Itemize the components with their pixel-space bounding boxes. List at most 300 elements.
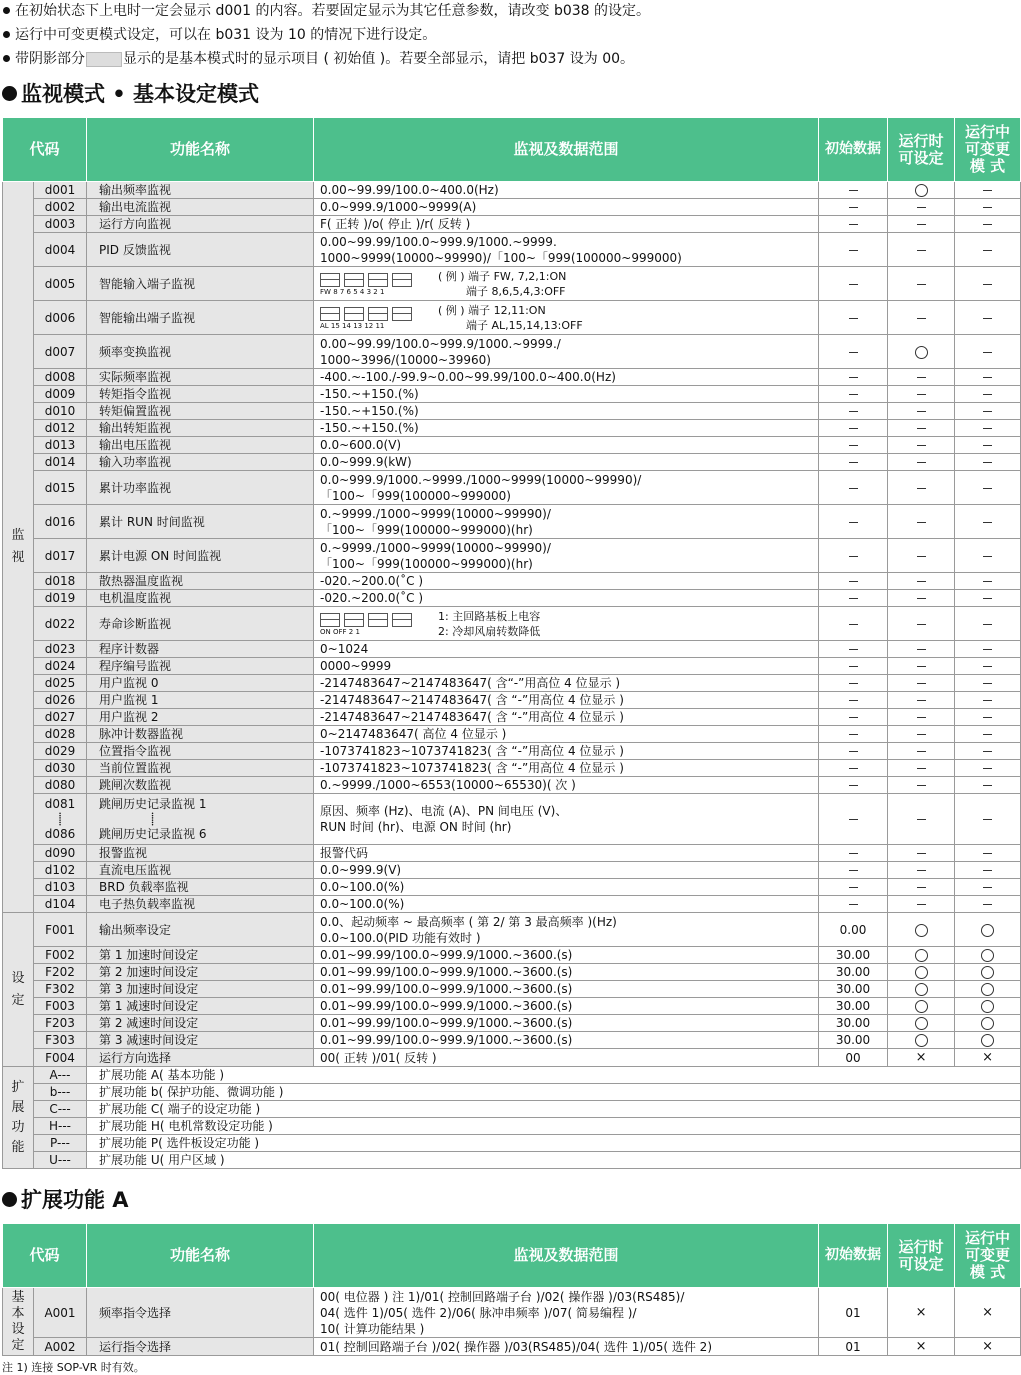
row-code: d004: [34, 233, 87, 267]
row-name: 第 2 加速时间设定: [87, 964, 314, 981]
row-initial: [819, 454, 888, 471]
row-code: d003: [34, 216, 87, 233]
row-initial: [819, 386, 888, 403]
row-run-change: [955, 267, 1021, 301]
row-range: [314, 267, 819, 301]
row-name: 用户监视 0: [87, 675, 314, 692]
row-range: 0.01~99.99/100.0~999.9/1000.~3600.(s): [314, 998, 819, 1015]
row-code: d005: [34, 267, 87, 301]
dash-icon: [849, 488, 858, 489]
table-row: [3, 335, 1021, 369]
dash-icon: [917, 649, 926, 650]
row-name: 位置指令监视: [87, 743, 314, 760]
table-row: [3, 590, 1021, 607]
row-code: d014: [34, 454, 87, 471]
table-row: [3, 658, 1021, 675]
group-extended: 扩 展 功 能: [3, 1067, 34, 1169]
dash-icon: [849, 666, 858, 667]
row-run-change: [955, 590, 1021, 607]
dash-icon: [917, 683, 926, 684]
table-row: [3, 641, 1021, 658]
row-code: A001: [34, 1288, 87, 1338]
segment-labels: FW 8 7 6 5 4 3 2 1: [320, 287, 385, 296]
row-name: 第 3 加速时间设定: [87, 981, 314, 998]
settable-circle-icon: [915, 184, 928, 197]
row-run-change: [955, 692, 1021, 709]
table-row: [3, 437, 1021, 454]
settable-circle-icon: [981, 1034, 994, 1047]
row-code: d025: [34, 675, 87, 692]
row-run-change: [955, 233, 1021, 267]
row-name: 转矩偏置监视: [87, 403, 314, 420]
row-run-set: [888, 590, 955, 607]
dash-icon: [983, 556, 992, 557]
row-run-set: [888, 573, 955, 590]
table-row: [3, 1152, 1021, 1169]
dash-icon: [917, 428, 926, 429]
dash-icon: [849, 598, 858, 599]
dash-icon: [983, 394, 992, 395]
row-range: [314, 913, 819, 947]
row-name: 扩展功能 U( 用户区域 ): [87, 1152, 1021, 1169]
row-initial: 30.00: [819, 998, 888, 1015]
table-row: [3, 692, 1021, 709]
row-code: d017: [34, 539, 87, 573]
header-range: 监视及数据范围: [314, 118, 819, 182]
header-initial: 初始数据: [819, 1224, 888, 1288]
settable-circle-icon: [981, 1017, 994, 1030]
row-range: -150.~+150.(%): [314, 386, 819, 403]
row-run-change: [955, 216, 1021, 233]
row-code: d019: [34, 590, 87, 607]
row-code: F303: [34, 1032, 87, 1049]
row-name: 扩展功能 H( 电机常数设定功能 ): [87, 1118, 1021, 1135]
dash-icon: [983, 224, 992, 225]
row-run-set: [888, 675, 955, 692]
row-run-set: [888, 743, 955, 760]
settable-circle-icon: [981, 983, 994, 996]
dash-icon: [849, 785, 858, 786]
example-line-1: 1: 主回路基板上电容: [438, 609, 541, 623]
dash-icon: [983, 785, 992, 786]
segment-digit-icon: [320, 307, 340, 321]
dash-icon: [917, 207, 926, 208]
dash-icon: [983, 683, 992, 684]
example-line-2: 2: 冷却风扇转数降低: [438, 624, 541, 638]
row-run-set: [888, 981, 955, 998]
row-name: 输出转矩监视: [87, 420, 314, 437]
row-name: 扩展功能 P( 选件板设定功能 ): [87, 1135, 1021, 1152]
table-row: [3, 981, 1021, 998]
table-row: [3, 879, 1021, 896]
row-run-set: [888, 216, 955, 233]
header-run-change: 运行中 可变更 模 式: [955, 118, 1021, 182]
not-settable-cross-icon: ×: [982, 1305, 993, 1320]
row-code: d102: [34, 862, 87, 879]
row-name: 转矩指令监视: [87, 386, 314, 403]
row-run-change: [955, 369, 1021, 386]
monitor-basic-table: [2, 117, 1021, 1169]
not-settable-cross-icon: ×: [982, 1050, 993, 1065]
row-name: BRD 负载率监视: [87, 879, 314, 896]
row-code: d104: [34, 896, 87, 913]
row-range-line-2: 「100~「999(100000~999000): [320, 488, 511, 503]
row-code: d024: [34, 658, 87, 675]
row-run-set: [888, 862, 955, 879]
settable-circle-icon: [915, 949, 928, 962]
dash-icon: [849, 377, 858, 378]
segment-digit-icon: [344, 613, 364, 627]
dash-icon: [849, 887, 858, 888]
row-range: [314, 607, 819, 641]
row-name: 累计 RUN 时间监视: [87, 505, 314, 539]
dash-icon: [917, 488, 926, 489]
row-run-set: [888, 1338, 955, 1356]
row-range: 0.0~100.0(%): [314, 896, 819, 913]
row-run-set: [888, 692, 955, 709]
row-run-set: [888, 777, 955, 794]
table-row: [3, 913, 1021, 947]
dash-icon: [849, 411, 858, 412]
row-run-change: [955, 471, 1021, 505]
row-run-change: [955, 437, 1021, 454]
row-code: d007: [34, 335, 87, 369]
row-range: [314, 539, 819, 573]
settable-circle-icon: [981, 924, 994, 937]
row-run-change: [955, 182, 1021, 199]
table-row: [3, 454, 1021, 471]
row-name: 扩展功能 C( 端子的设定功能 ): [87, 1101, 1021, 1118]
table-row: [3, 862, 1021, 879]
row-code: F002: [34, 947, 87, 964]
example-line-1: ( 例 ) 端子 FW, 7,2,1:ON: [438, 269, 567, 283]
row-range: F( 正转 )/o( 停止 )/r( 反转 ): [314, 216, 819, 233]
row-run-change: [955, 675, 1021, 692]
table-row: [3, 947, 1021, 964]
row-run-set: [888, 335, 955, 369]
shade-sample: [86, 52, 122, 67]
row-range: -150.~+150.(%): [314, 420, 819, 437]
row-run-set: [888, 845, 955, 862]
dash-icon: [917, 224, 926, 225]
row-initial: 30.00: [819, 947, 888, 964]
row-range: [314, 233, 819, 267]
note-1: 在初始状态下上电时一定会显示 d001 的内容。若要固定显示为其它任意参数，请改变 b038 的设定。: [3, 2, 650, 20]
row-run-set: [888, 539, 955, 573]
settable-circle-icon: [981, 949, 994, 962]
header-run-set: 运行时 可设定: [888, 118, 955, 182]
row-initial: 30.00: [819, 1032, 888, 1049]
row-range-line-2: 1000~3996/(10000~39960): [320, 352, 491, 367]
row-initial: [819, 641, 888, 658]
row-run-change: [955, 709, 1021, 726]
row-name: 程序计数器: [87, 641, 314, 658]
row-initial: 30.00: [819, 981, 888, 998]
header-initial: 初始数据: [819, 118, 888, 182]
row-run-change: [955, 760, 1021, 777]
dash-icon: [917, 819, 926, 820]
dash-icon: [983, 870, 992, 871]
row-code-range-mark: ⸽: [58, 811, 62, 826]
row-name: 第 1 减速时间设定: [87, 998, 314, 1015]
row-initial: [819, 675, 888, 692]
section-title-1: 监视模式 • 基本设定模式: [2, 78, 259, 108]
row-range: -1073741823~1073741823( 含 “-”用高位 4 位显示 ): [314, 743, 819, 760]
table-row: [3, 573, 1021, 590]
settable-circle-icon: [915, 983, 928, 996]
dash-icon: [917, 250, 926, 251]
row-run-change: [955, 879, 1021, 896]
row-range: [314, 335, 819, 369]
row-range-line-1: 0.00~99.99/100.0~999.9/1000.~9999.: [320, 234, 557, 249]
row-range: 0.0~100.0(%): [314, 879, 819, 896]
row-run-set: [888, 437, 955, 454]
row-range-line-1: 原因、频率 (Hz)、电流 (A)、PN 间电压 (V)、: [320, 804, 568, 818]
row-range: -150.~+150.(%): [314, 403, 819, 420]
row-range: 0.0~600.0(V): [314, 437, 819, 454]
settable-circle-icon: [915, 1034, 928, 1047]
header-run-set: 运行时 可设定: [888, 1224, 955, 1288]
row-name-end: 跳闸历史记录监视 6: [99, 826, 207, 841]
dash-icon: [983, 190, 992, 191]
row-name: 脉冲计数器监视: [87, 726, 314, 743]
row-name: 寿命诊断监视: [87, 607, 314, 641]
not-settable-cross-icon: ×: [915, 1339, 927, 1354]
row-range: -020.~200.0(˚C ): [314, 590, 819, 607]
row-initial: [819, 709, 888, 726]
dash-icon: [849, 624, 858, 625]
row-run-set: [888, 658, 955, 675]
dash-icon: [983, 904, 992, 905]
dash-icon: [983, 488, 992, 489]
row-code: d013: [34, 437, 87, 454]
dash-icon: [917, 768, 926, 769]
row-initial: [819, 760, 888, 777]
row-range: 报警代码: [314, 845, 819, 862]
row-name: 输入功率监视: [87, 454, 314, 471]
table-row: [3, 607, 1021, 641]
row-name: 第 2 减速时间设定: [87, 1015, 314, 1032]
row-code: b---: [34, 1084, 87, 1101]
segment-digit-icon: [344, 273, 364, 287]
dash-icon: [849, 284, 858, 285]
row-range: 0.00~99.99/100.0~400.0(Hz): [314, 182, 819, 199]
row-run-set: [888, 233, 955, 267]
row-run-change: [955, 726, 1021, 743]
row-code: d018: [34, 573, 87, 590]
row-code: d009: [34, 386, 87, 403]
row-run-set: [888, 267, 955, 301]
row-run-change: [955, 199, 1021, 216]
dash-icon: [983, 624, 992, 625]
table-row: [3, 267, 1021, 301]
row-range: 0.01~99.99/100.0~999.9/1000.~3600.(s): [314, 964, 819, 981]
row-run-set: [888, 1049, 955, 1067]
segment-digit-icon: [392, 307, 412, 321]
dash-icon: [849, 522, 858, 523]
row-run-change: [955, 1015, 1021, 1032]
row-initial: [819, 896, 888, 913]
row-run-set: [888, 641, 955, 658]
row-code: F003: [34, 998, 87, 1015]
row-code: d006: [34, 301, 87, 335]
row-name: 程序编号监视: [87, 658, 314, 675]
row-range: [314, 471, 819, 505]
dash-icon: [849, 853, 858, 854]
row-run-change: [955, 1032, 1021, 1049]
row-name: 输出电流监视: [87, 199, 314, 216]
not-settable-cross-icon: ×: [982, 1339, 993, 1354]
table-row: [3, 471, 1021, 505]
dash-icon: [983, 581, 992, 582]
header-code: 代码: [3, 118, 87, 182]
dash-icon: [983, 700, 992, 701]
row-code: d008: [34, 369, 87, 386]
row-range: 0000~9999: [314, 658, 819, 675]
row-code: d002: [34, 199, 87, 216]
row-run-set: [888, 1032, 955, 1049]
dash-icon: [983, 318, 992, 319]
row-initial: [819, 267, 888, 301]
dash-icon: [917, 887, 926, 888]
row-initial: [819, 403, 888, 420]
row-code: d080: [34, 777, 87, 794]
dash-icon: [983, 598, 992, 599]
row-run-set: [888, 879, 955, 896]
dash-icon: [983, 819, 992, 820]
header-code: 代码: [3, 1224, 87, 1288]
dash-icon: [983, 284, 992, 285]
row-range: [314, 1288, 819, 1338]
dash-icon: [917, 666, 926, 667]
dash-icon: [983, 428, 992, 429]
dash-icon: [849, 649, 858, 650]
table-row: [3, 1288, 1021, 1338]
row-run-set: [888, 505, 955, 539]
row-run-change: [955, 981, 1021, 998]
row-run-change: [955, 420, 1021, 437]
table-row: [3, 675, 1021, 692]
group-setting: 设 定: [3, 913, 34, 1067]
row-range-line-2: 「100~「999(100000~999000)(hr): [320, 556, 533, 571]
row-initial: [819, 777, 888, 794]
row-initial: [819, 726, 888, 743]
settable-circle-icon: [915, 1000, 928, 1013]
table-row: [3, 386, 1021, 403]
dash-icon: [849, 734, 858, 735]
row-name: 扩展功能 b( 保护功能、微调功能 ): [87, 1084, 1021, 1101]
dash-icon: [849, 751, 858, 752]
row-run-change: [955, 896, 1021, 913]
row-range-line-2: 「100~「999(100000~999000)(hr): [320, 522, 533, 537]
row-name: 当前位置监视: [87, 760, 314, 777]
row-name: 输出频率监视: [87, 182, 314, 199]
table-row: [3, 420, 1021, 437]
row-range: 0.~9999./1000~6553(10000~65530)( 次 ): [314, 777, 819, 794]
row-name: 直流电压监视: [87, 862, 314, 879]
dash-icon: [917, 445, 926, 446]
row-run-change: [955, 335, 1021, 369]
extended-a-table: [2, 1223, 1021, 1356]
row-code: F203: [34, 1015, 87, 1032]
row-initial: [819, 573, 888, 590]
segment-labels: ON OFF 2 1: [320, 627, 360, 636]
row-range: [314, 301, 819, 335]
dash-icon: [849, 683, 858, 684]
row-initial: [819, 539, 888, 573]
row-range-line-3: 10( 计算功能结果 ): [320, 1321, 425, 1336]
row-code: A002: [34, 1338, 87, 1356]
row-run-change: [955, 573, 1021, 590]
table-row: [3, 760, 1021, 777]
dash-icon: [983, 853, 992, 854]
row-name: PID 反馈监视: [87, 233, 314, 267]
row-code: d103: [34, 879, 87, 896]
dash-icon: [917, 598, 926, 599]
not-settable-cross-icon: ×: [915, 1050, 927, 1065]
row-initial: [819, 216, 888, 233]
row-initial: 30.00: [819, 964, 888, 981]
dash-icon: [983, 751, 992, 752]
table-row: [3, 199, 1021, 216]
dash-icon: [983, 377, 992, 378]
dash-icon: [983, 768, 992, 769]
row-name: 输出电压监视: [87, 437, 314, 454]
row-range: 0.01~99.99/100.0~999.9/1000.~3600.(s): [314, 1032, 819, 1049]
row-name: 输出频率设定: [87, 913, 314, 947]
row-code: d090: [34, 845, 87, 862]
row-initial: [819, 199, 888, 216]
row-initial: [819, 233, 888, 267]
row-name: 运行方向选择: [87, 1049, 314, 1067]
row-initial: 0.00: [819, 913, 888, 947]
row-range: [314, 794, 819, 845]
row-name: 智能输出端子监视: [87, 301, 314, 335]
row-initial: [819, 607, 888, 641]
row-run-change: [955, 794, 1021, 845]
example-note: [438, 269, 566, 299]
row-run-change: [955, 862, 1021, 879]
row-run-change: [955, 403, 1021, 420]
dash-icon: [983, 445, 992, 446]
row-range-line-1: 0.00~99.99/100.0~999.9/1000.~9999./: [320, 336, 561, 351]
dash-icon: [849, 224, 858, 225]
row-code: d023: [34, 641, 87, 658]
row-name: 累计功率监视: [87, 471, 314, 505]
row-run-set: [888, 199, 955, 216]
dash-icon: [849, 700, 858, 701]
row-run-set: [888, 998, 955, 1015]
row-run-change: [955, 301, 1021, 335]
row-run-change: [955, 947, 1021, 964]
table-row: [3, 845, 1021, 862]
row-code: d001: [34, 182, 87, 199]
dash-icon: [983, 522, 992, 523]
example-line-1: ( 例 ) 端子 12,11:ON: [438, 303, 546, 317]
row-code: d015: [34, 471, 87, 505]
row-name: 跳闸次数监视: [87, 777, 314, 794]
row-name: [87, 794, 314, 845]
row-initial: [819, 301, 888, 335]
dash-icon: [917, 581, 926, 582]
row-name: 运行指令选择: [87, 1338, 314, 1356]
row-name: 频率指令选择: [87, 1288, 314, 1338]
dash-icon: [983, 250, 992, 251]
dash-icon: [917, 394, 926, 395]
header-name: 功能名称: [87, 1224, 314, 1288]
row-initial: [819, 335, 888, 369]
dash-icon: [849, 768, 858, 769]
